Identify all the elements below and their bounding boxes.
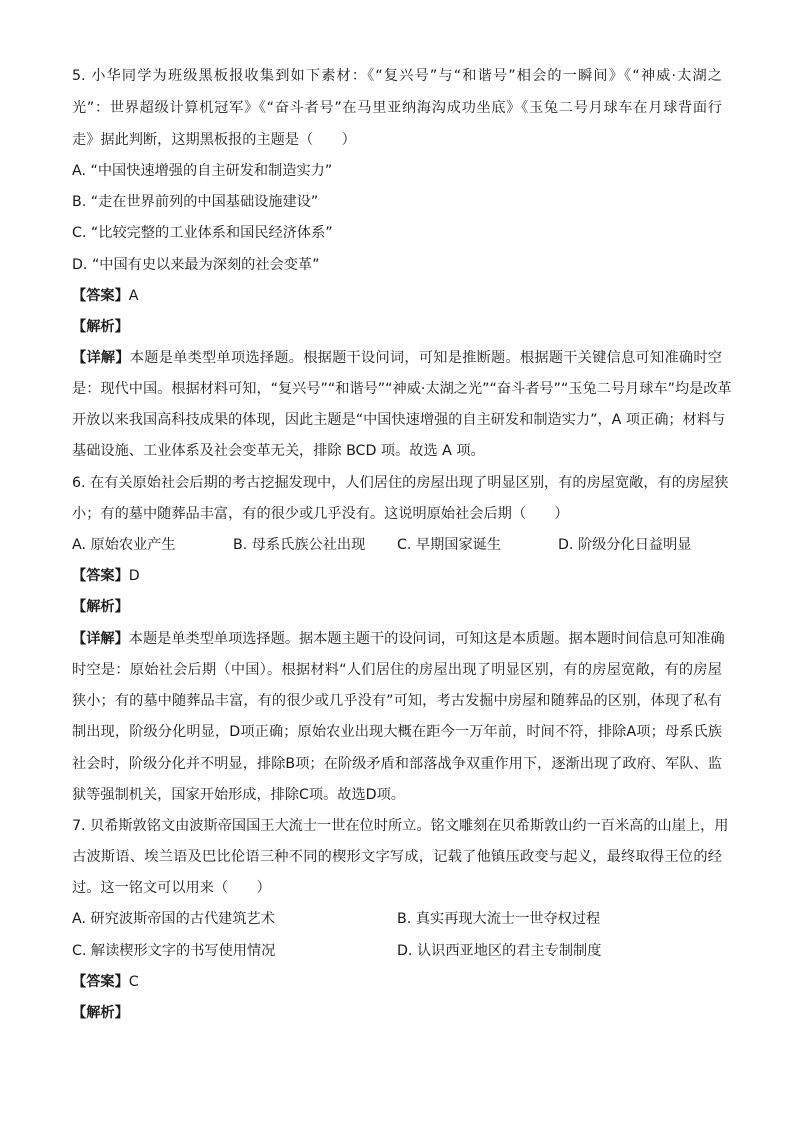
q6-stem-line-1: 6. 在有关原始社会后期的考古挖掘发现中，人们居住的房屋出现了明显区别，有的房屋宽敞，有的房屋狭 [72,475,729,491]
q7-option-c: C. 解读楔形文字的书写使用情况 [72,943,276,959]
answer-value: A [128,288,139,304]
q6-detail-line-5: 社会时，阶级分化并不明显，排除B项；在阶级矛盾和部落战争双重作用下，逐渐出现了政府、军队、监 [72,756,722,772]
q6-option-a: A. 原始农业产生 [72,537,176,553]
q6-option-b: B. 母系氏族公社出现 [233,537,366,553]
q6-option-c: C. 早期国家诞生 [397,537,502,553]
q6-analysis-tag: 【解析】 [72,599,129,615]
q5-stem-line-2: 光”：世界超级计算机冠军》《“奋斗者号”在马里亚纳海沟成功坐底》《玉兔二号月球车在月球背面行 [72,100,722,116]
q6-detail-line-6: 狱等强制机关，国家开始形成，排除C项。故选D项。 [72,787,405,803]
answer-value: C [128,974,139,990]
q7-option-a: A. 研究波斯帝国的古代建筑艺术 [72,911,275,927]
q5-option-d: D. “中国有史以来最为深刻的社会变革” [72,257,320,273]
q7-option-d: D. 认识西亚地区的君主专制制度 [397,943,602,959]
q5-analysis-tag: 【解析】 [72,319,129,335]
q7-analysis-tag: 【解析】 [72,1005,129,1021]
answer-tag: 【答案】 [72,974,129,990]
q7-stem-line-2: 古波斯语、埃兰语及巴比伦语三种不同的楔形文字写成，记载了他镇压政变与起义，最终取得王位的经 [72,849,722,865]
q5-stem-line-3: 走》据此判断，这期黑板报的主题是（ ） [72,132,356,148]
q6-detail-line-4: 制出现，阶级分化明显，D项正确；原始农业出现大概在距今一万年前，时间不符，排除A项；母系氏族 [72,724,722,740]
detail-tag: 【详解】 [72,350,130,366]
answer-tag: 【答案】 [72,288,129,304]
q7-stem-line-1: 7. 贝希斯敦铭文由波斯帝国国王大流士一世在位时所立。铭文雕刻在贝希斯敦山约一百米高的山崖上，用 [72,818,729,834]
q5-option-b: B. “走在世界前列的中国基础设施建设” [72,194,319,210]
q7-answer [72,972,722,992]
q6-detail-line-1 [72,629,725,649]
detail-text: 本题是单类型单项选择题。根据题干设问词，可知是推断题。根据题干关键信息可知准确时空 [129,350,722,366]
q5-answer [72,286,722,306]
answer-value: D [128,568,140,584]
q6-option-d: D. 阶级分化日益明显 [558,537,692,553]
q5-stem-line-1: 5. 小华同学为班级黑板报收集到如下素材：《“复兴号”与“和谐号”相会的一瞬间》《“神威·太湖之 [72,68,722,84]
q6-detail-line-2: 时空是：原始社会后期（中国）。根据材料“人们居住的房屋出现了明显区别，有的房屋宽敞，有的房屋 [72,662,722,678]
q7-stem-line-3: 过。这一铭文可以用来（ ） [72,880,271,896]
q5-detail-line-3: 开放以来我国高科技成果的体现，因此主题是“中国快速增强的自主研发和制造实力”，A 项正确；材料与 [72,412,726,428]
q5-detail-line-1 [72,348,722,368]
q5-detail-line-2: 是：现代中国。根据材料可知，“复兴号”“和谐号”“神威·太湖之光”“奋斗者号”“玉兔二号月球车”均是改革 [72,381,732,397]
q6-stem-line-2: 小；有的墓中随葬品丰富，有的很少或几乎没有。这说明原始社会后期（ ） [72,506,569,522]
q6-detail-line-3: 狭小；有的墓中随葬品丰富，有的很少或几乎没有”可知，考古发掘中房屋和随葬品的区别，体现了私有 [72,693,722,709]
q5-option-a: A. “中国快速增强的自主研发和制造实力” [72,163,333,179]
detail-tag: 【详解】 [72,631,129,647]
detail-text: 本题是单类型单项选择题。据本题主题干的设问词，可知这是本质题。据本题时间信息可知准确 [128,631,725,647]
q7-option-b: B. 真实再现大流士一世夺权过程 [397,911,601,927]
q5-option-c: C. “比较完整的工业体系和国民经济体系” [72,225,333,241]
answer-tag: 【答案】 [72,568,129,584]
q6-answer [72,566,722,586]
q5-detail-line-4: 基础设施、工业体系及社会变革无关，排除 BCD 项。故选 A 项。 [72,443,485,459]
